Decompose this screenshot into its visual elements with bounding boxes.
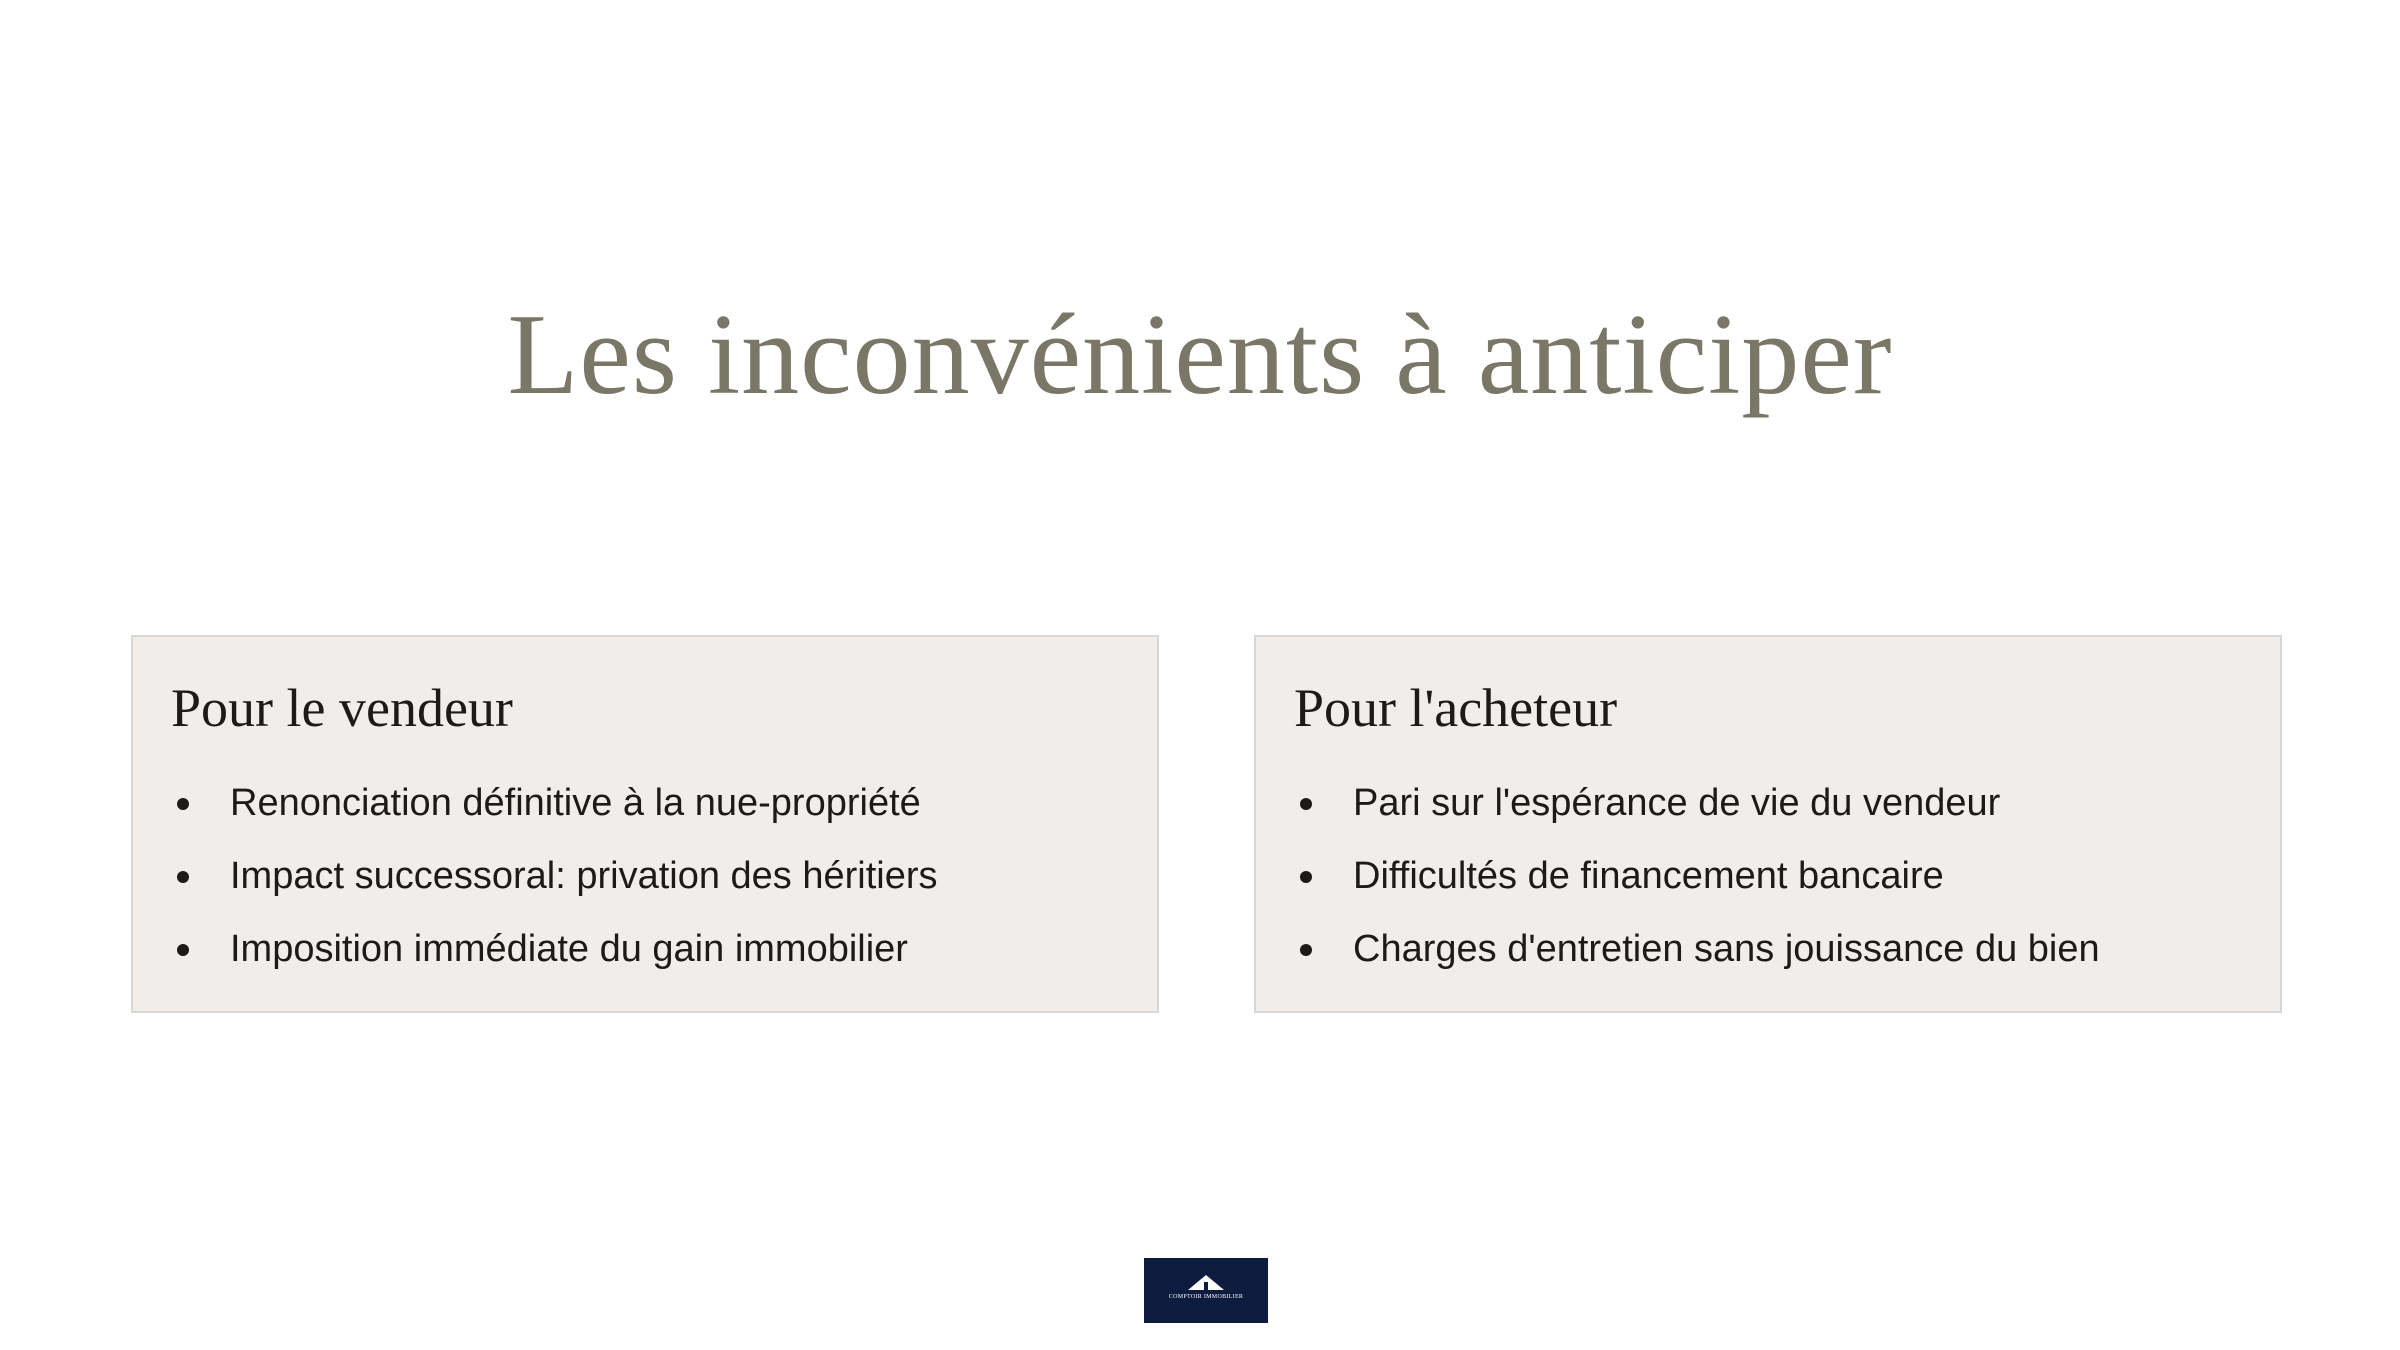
- logo-name: COMPTOIR IMMOBILIER: [1168, 1294, 1244, 1300]
- list-item-text: Pari sur l'espérance de vie du vendeur: [1353, 782, 2001, 824]
- slide-title: Les inconvénients à anticiper: [507, 291, 1893, 419]
- seller-card: [131, 635, 1159, 1013]
- company-logo: [1144, 1258, 1268, 1323]
- bullet-icon: [177, 871, 189, 883]
- list-item-text: Renonciation définitive à la nue-propriété: [230, 782, 921, 824]
- bullet-icon: [1300, 871, 1312, 883]
- bullet-icon: [177, 798, 189, 810]
- list-item-text: Imposition immédiate du gain immobilier: [230, 928, 908, 970]
- seller-card-title: Pour le vendeur: [171, 678, 513, 738]
- list-item-text: Charges d'entretien sans jouissance du bien: [1353, 928, 2100, 970]
- bullet-icon: [1300, 944, 1312, 956]
- buyer-card-title: Pour l'acheteur: [1294, 678, 1618, 738]
- roof-icon: [1186, 1274, 1226, 1292]
- bullet-icon: [177, 944, 189, 956]
- list-item-text: Impact successoral: privation des héritiers: [230, 855, 938, 897]
- bullet-icon: [1300, 798, 1312, 810]
- list-item-text: Difficultés de financement bancaire: [1353, 855, 1944, 897]
- buyer-card: [1254, 635, 2282, 1013]
